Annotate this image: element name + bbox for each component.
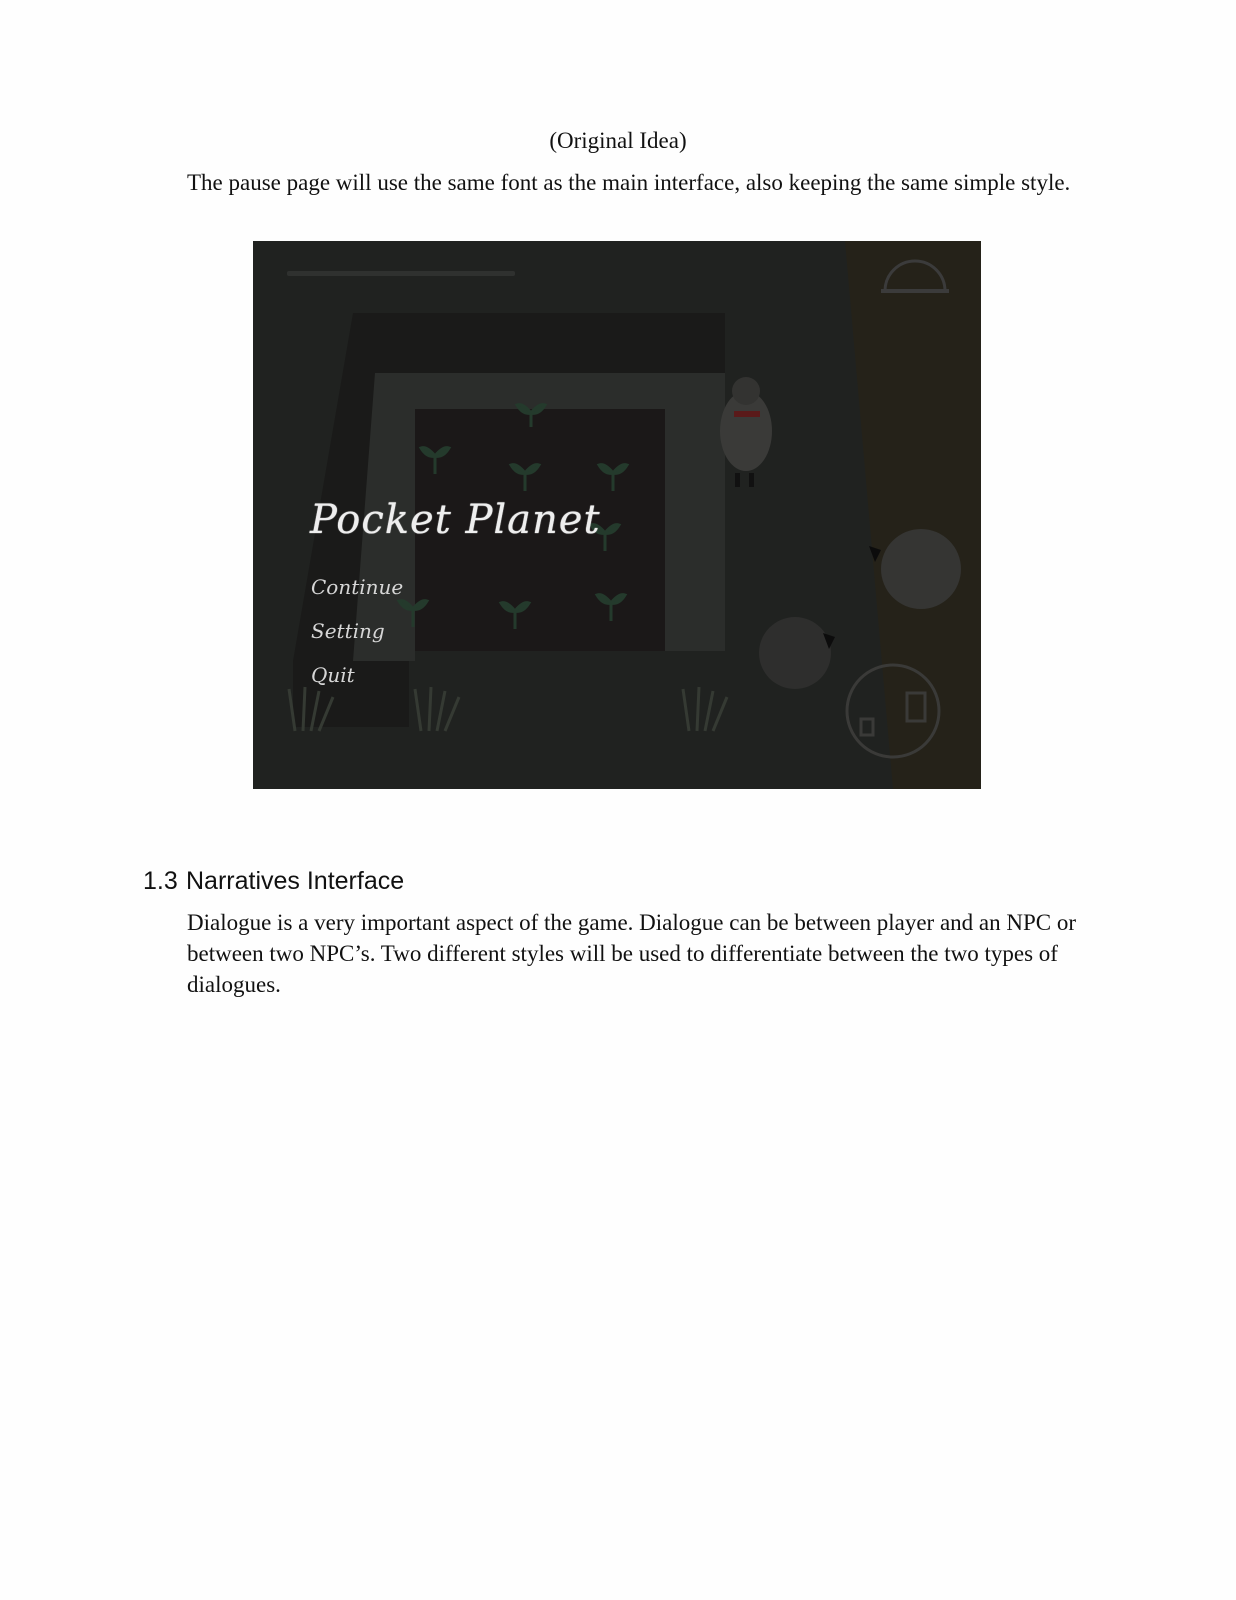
sheep-blob	[759, 617, 831, 689]
quit-button[interactable]: Quit	[311, 663, 355, 687]
path-band-right	[665, 409, 725, 651]
section-body: Dialogue is a very important aspect of the game. Dialogue can be between player and an NPC or between two NPC’s. Two different styles will be used to differentiate between the two types of dialogues.	[187, 910, 1077, 997]
section-heading	[143, 866, 404, 896]
progress-bar	[287, 271, 515, 276]
section-number: 1.3	[143, 867, 178, 895]
character	[720, 377, 772, 487]
intro-paragraph: The pause page will use the same font as the main interface, also keeping the same simple style.	[187, 170, 1071, 195]
section-title: Narratives Interface	[186, 867, 405, 895]
tree-trunk	[845, 241, 981, 789]
game-title: Pocket Planet	[310, 497, 601, 543]
pause-screen-screenshot	[253, 241, 981, 789]
continue-button[interactable]: Continue	[311, 575, 404, 599]
setting-button[interactable]: Setting	[311, 619, 385, 643]
sheep-blob	[881, 529, 961, 609]
pause-menu	[311, 574, 403, 706]
figure-caption: (Original Idea)	[549, 128, 687, 153]
